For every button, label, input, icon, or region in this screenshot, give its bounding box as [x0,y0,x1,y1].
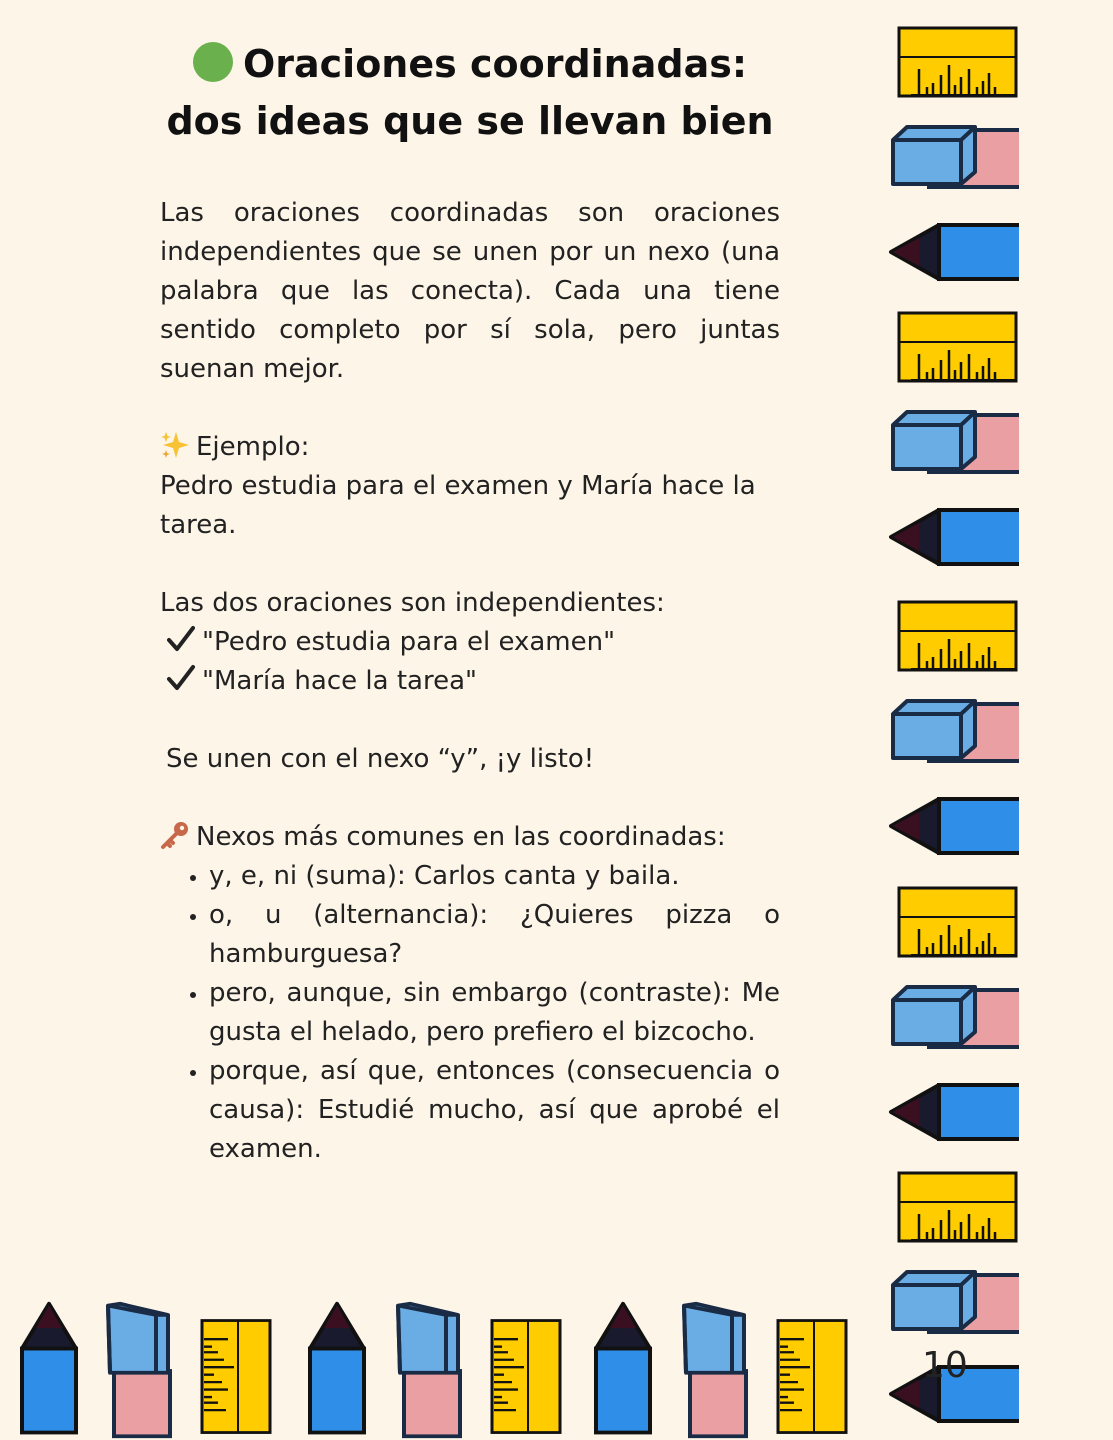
pencil-icon [586,1300,666,1440]
page-number: 10 [922,1345,968,1386]
example-sentence: Pedro estudia para el examen y María hace la tarea. [160,471,756,540]
independent-item [160,623,780,662]
independent-item [160,662,780,701]
page-title [160,36,780,150]
example-heading [160,428,780,467]
pencil-icon [12,1300,92,1440]
sparkles-icon [160,430,190,460]
pencil-icon [885,792,1019,872]
eraser-icon [394,1300,474,1440]
pencil-icon [885,218,1019,298]
pencil-icon [300,1300,380,1440]
eraser-icon [885,982,1019,1062]
independent-item-text: "María hace la tarea" [202,666,477,696]
nexos-list [160,857,780,1169]
key-icon [160,820,190,850]
ruler-icon [198,1300,278,1440]
ruler-icon [774,1300,854,1440]
nexos-heading [160,818,780,857]
eraser-icon [104,1300,184,1440]
ruler-icon [885,885,1019,965]
eraser-icon [885,696,1019,776]
right-decoration-strip [885,0,1019,1440]
green-circle-icon [193,42,233,82]
check-icon [166,625,196,653]
nexus-note: Se unen con el nexo “y”, ¡y listo! [166,744,595,774]
spacer [160,701,780,740]
nexos-heading-text: Nexos más comunes en las coordinadas: [196,822,726,852]
check-icon [166,664,196,692]
ruler-icon [488,1300,568,1440]
ruler-icon [885,1170,1019,1250]
list-item: • o, u (alternancia): ¿Quieres pizza o hamburguesa? [209,896,780,974]
eraser-icon [885,1267,1019,1347]
pencil-icon [885,1078,1019,1158]
eraser-icon [680,1300,760,1440]
eraser-icon [885,407,1019,487]
example-heading-text: Ejemplo: [196,432,310,462]
spacer [160,779,780,818]
list-item: • y, e, ni (suma): Carlos canta y baila. [209,857,780,896]
content [160,194,780,1169]
eraser-icon [885,122,1019,202]
independent-item-text: "Pedro estudia para el examen" [202,627,616,657]
list-item: • pero, aunque, sin embargo (contraste): Me gusta el helado, pero prefiero el bizcocho. [209,974,780,1052]
ruler-icon [885,25,1019,105]
intro-paragraph: Las oraciones coordinadas son oraciones independientes que se unen por un nexo (una palabra que las conecta). Cada una tiene sentido completo por sí sola, pero juntas suenan mejor. [160,198,780,384]
independent-heading: Las dos oraciones son independientes: [160,588,665,618]
bottom-decoration-strip [0,1300,880,1440]
spacer [160,389,780,428]
ruler-icon [885,599,1019,679]
ruler-icon [885,310,1019,390]
spacer [160,545,780,584]
pencil-icon [885,503,1019,583]
list-item: • porque, así que, entonces (consecuencia o causa): Estudié mucho, así que aprobé el examen. [209,1052,780,1169]
page-title-text: Oraciones coordinadas: dos ideas que se llevan bien [166,42,774,143]
